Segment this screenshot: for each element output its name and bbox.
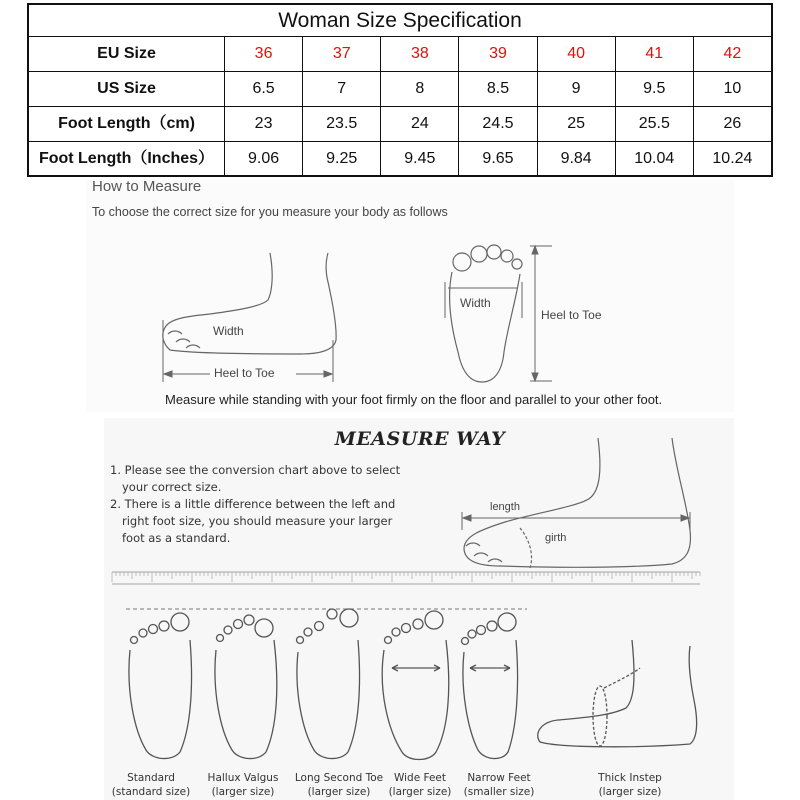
how-to-measure-title: How to Measure [92,178,202,195]
foot-type-name: Wide Feet [393,772,447,784]
table-cell: 38 [381,37,459,71]
table-cell: 24.5 [459,107,537,141]
table-cell: 37 [303,37,381,71]
instruction-item: 2. There is a little difference between the left and right foot size, you should measure your larger foot as a standard. [110,497,396,545]
foot-type-note: (larger size) [598,786,662,798]
table-cell: 8.5 [459,72,537,106]
row-header: Foot Length（Inches） [29,142,225,177]
foot-type-name: Thick Instep [598,772,662,784]
side-view-width-label: Width [213,324,244,338]
table-cell: 7 [303,72,381,106]
table-cell: 39 [459,37,537,71]
table-cell: 40 [538,37,616,71]
row-header: US Size [29,72,225,106]
table-cell: 9.65 [459,142,537,177]
hallux-valgus-foot-icon [215,615,277,759]
wide-feet-foot-icon [382,611,449,760]
length-arrow [462,512,690,530]
table-cell: 8 [381,72,459,106]
row-header: EU Size [29,37,225,71]
foot-type-name: Hallux Valgus [207,772,279,784]
instruction-item: 1. Please see the conversion chart above to select your correct size. [110,463,401,494]
table-cell: 10.04 [616,142,694,177]
foot-type-hallux-valgus [195,771,291,799]
table-cell: 23 [225,107,303,141]
measure-way-title: MEASURE WAY [334,428,506,450]
table-cell: 9.84 [538,142,616,177]
measure-note: Measure while standing with your foot firmly on the floor and parallel to your other foot. [165,392,663,407]
table-cell: 36 [225,37,303,71]
table-cell: 9.5 [616,72,694,106]
table-cell: 26 [723,115,742,132]
table-cell: 10 [723,80,742,97]
table-title: Woman Size Specification [29,5,771,37]
thick-instep-foot-icon [538,640,697,747]
table-cell: 9.45 [381,142,459,177]
table-cell: 42 [723,45,742,62]
table-cell: 24 [381,107,459,141]
side-view-length-label: Heel to Toe [214,366,275,380]
foot-type-name: Narrow Feet [467,772,531,784]
table-cell: 41 [616,37,694,71]
how-to-measure-subtitle: To choose the correct size for you measure your body as follows [92,205,448,219]
foot-type-name: Standard [127,772,175,784]
foot-type-note: (standard size) [111,786,191,798]
table-cell: 25.5 [616,107,694,141]
ruler-ticks [112,572,700,582]
foot-type-note: (larger size) [388,786,452,798]
length-label: length [490,501,520,513]
standard-foot-icon [129,613,192,759]
foot-type-note: (larger size) [307,786,371,798]
table-cell: 9 [538,72,616,106]
foot-type-note: (larger size) [211,786,275,798]
foot-type-narrow-feet [451,771,547,799]
table-cell: 10.24 [712,150,753,167]
table-cell: 9.25 [303,142,381,177]
girth-label: girth [545,532,567,544]
table-cell: 9.06 [225,142,303,177]
row-header: Foot Length（cm) [29,107,225,141]
foot-type-name: Long Second Toe [294,772,384,784]
foot-type-note: (smaller size) [463,786,535,798]
long-second-toe-foot-icon [297,609,360,759]
top-view-length-label: Heel to Toe [541,308,602,322]
table-cell: 6.5 [225,72,303,106]
table-cell: 23.5 [303,107,381,141]
table-cell: 25 [538,107,616,141]
foot-type-standard [103,771,199,799]
top-view-width-label: Width [460,296,491,310]
narrow-feet-foot-icon [462,613,518,759]
foot-type-thick-instep [582,771,678,799]
